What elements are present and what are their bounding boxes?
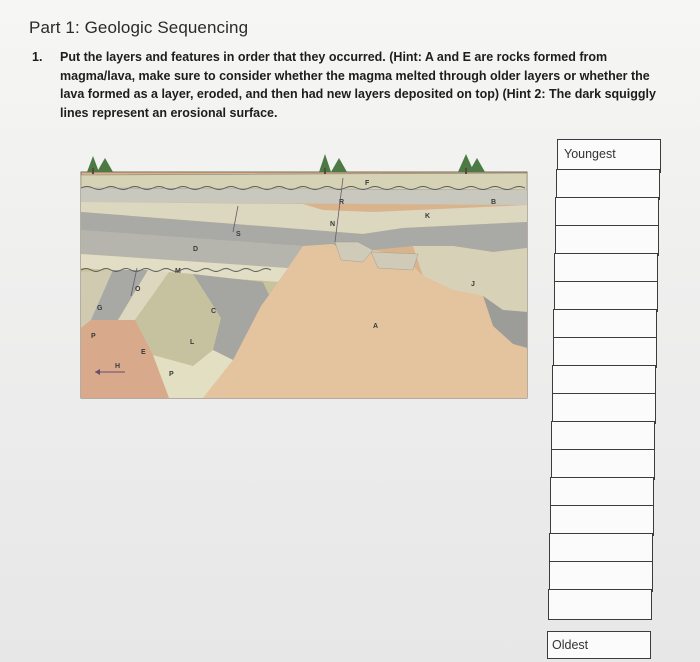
label-p-lower: P xyxy=(169,371,174,378)
label-m: M xyxy=(175,268,181,275)
tree-middle-icon xyxy=(319,154,347,174)
label-d: D xyxy=(193,246,199,253)
question-text: Put the layers and features in order that they occurred. (Hint: A and E are rocks formed from magma/lava, make sure to consider whether the magma melted through older layers or whether the lava formed as a layer, eroded, and then had new layers deposited on top) (Hint 2: The dark squiggly lines represent an erosional surface. xyxy=(60,50,656,120)
label-b: B xyxy=(491,199,497,206)
label-s: S xyxy=(236,231,241,238)
answer-box[interactable] xyxy=(547,631,651,659)
tree-left-icon xyxy=(87,156,113,174)
answer-box[interactable] xyxy=(550,505,654,536)
answer-box[interactable] xyxy=(555,225,659,256)
oldest-label: Oldest xyxy=(552,638,589,652)
answer-box[interactable] xyxy=(548,589,652,620)
answer-box[interactable] xyxy=(553,309,657,340)
section-title: Part 1: Geologic Sequencing xyxy=(29,18,249,37)
answer-box[interactable] xyxy=(552,365,656,396)
label-o: O xyxy=(135,286,141,293)
label-h: H xyxy=(115,363,121,370)
answer-box[interactable] xyxy=(553,337,657,368)
label-n: N xyxy=(330,221,336,228)
label-c: C xyxy=(211,308,217,315)
answer-box[interactable] xyxy=(556,169,660,200)
answer-column xyxy=(545,139,661,659)
answer-box[interactable] xyxy=(551,449,655,480)
intrusion-mid-rock xyxy=(371,252,418,270)
layer-r xyxy=(81,188,527,205)
label-p-left: P xyxy=(91,333,96,340)
answer-box[interactable] xyxy=(549,533,653,564)
answer-box[interactable] xyxy=(557,139,661,173)
layer-f xyxy=(81,173,527,190)
label-l: L xyxy=(190,339,195,346)
geologic-cross-section xyxy=(73,150,533,402)
answer-box[interactable] xyxy=(554,281,658,312)
label-r: R xyxy=(339,199,345,206)
answer-box[interactable] xyxy=(555,197,659,228)
answer-box[interactable] xyxy=(552,393,656,424)
label-k: K xyxy=(425,213,431,220)
youngest-label: Youngest xyxy=(564,147,616,161)
tree-right-icon xyxy=(458,154,485,174)
label-a: A xyxy=(373,323,379,330)
label-f: F xyxy=(365,180,370,187)
answer-box[interactable] xyxy=(551,421,655,452)
answer-box[interactable] xyxy=(549,561,653,592)
answer-box[interactable] xyxy=(554,253,658,284)
answer-box[interactable] xyxy=(550,477,654,508)
question-number: 1. xyxy=(32,50,43,64)
label-g: G xyxy=(97,305,103,312)
label-e: E xyxy=(141,349,146,356)
label-j: J xyxy=(471,281,475,288)
